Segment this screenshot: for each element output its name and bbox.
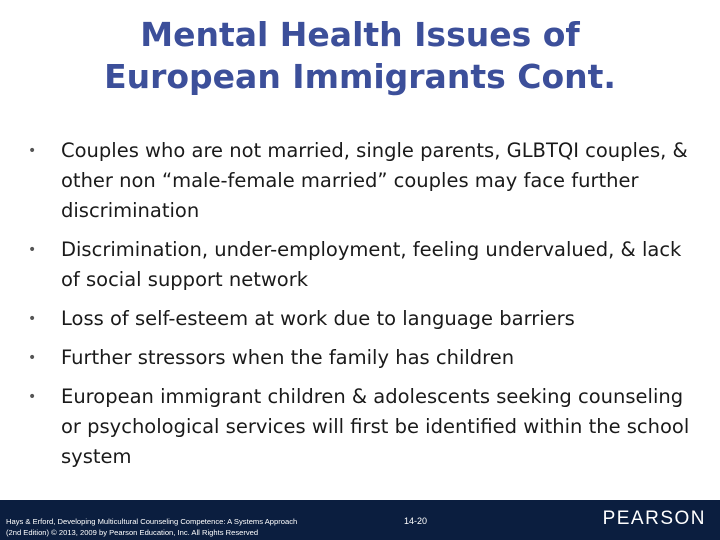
bullet-list xyxy=(28,136,698,481)
bullet-dot: • xyxy=(28,143,37,159)
bullet-dot: • xyxy=(28,389,37,405)
slide-title-line-2: European Immigrants Cont. xyxy=(104,57,616,96)
bullet-item xyxy=(28,136,698,226)
bullet-text: Further stressors when the family has children xyxy=(61,346,515,369)
slide-title xyxy=(40,14,680,98)
pearson-logo: PEARSON xyxy=(602,508,706,529)
bullet-text: Couples who are not married, single parents, GLBTQI couples, & other non “male-female married” couples may face further discrimination xyxy=(61,139,688,222)
bullet-item xyxy=(28,235,698,295)
bullet-dot: • xyxy=(28,311,37,327)
bullet-dot: • xyxy=(28,242,37,258)
bullet-text: Discrimination, under-employment, feeling undervalued, & lack of social support network xyxy=(61,238,682,291)
bullet-text: Loss of self-esteem at work due to language barriers xyxy=(61,307,575,330)
page-number: 14-20 xyxy=(404,516,428,526)
bullet-text: European immigrant children & adolescents seeking counseling or psychological services will first be identified within the school system xyxy=(61,385,690,468)
slide-title-line-1: Mental Health Issues of xyxy=(140,15,580,54)
bullet-item xyxy=(28,343,698,373)
citation-line-1: Hays & Erford, Developing Multicultural Counseling Competence: A Systems Approach xyxy=(6,517,298,526)
bullet-dot: • xyxy=(28,350,37,366)
bullet-item xyxy=(28,304,698,334)
citation-line-2: (2nd Edition) © 2013, 2009 by Pearson Education, Inc. All Rights Reserved xyxy=(6,528,259,537)
footer-citation xyxy=(6,516,376,538)
bullet-item xyxy=(28,382,698,472)
